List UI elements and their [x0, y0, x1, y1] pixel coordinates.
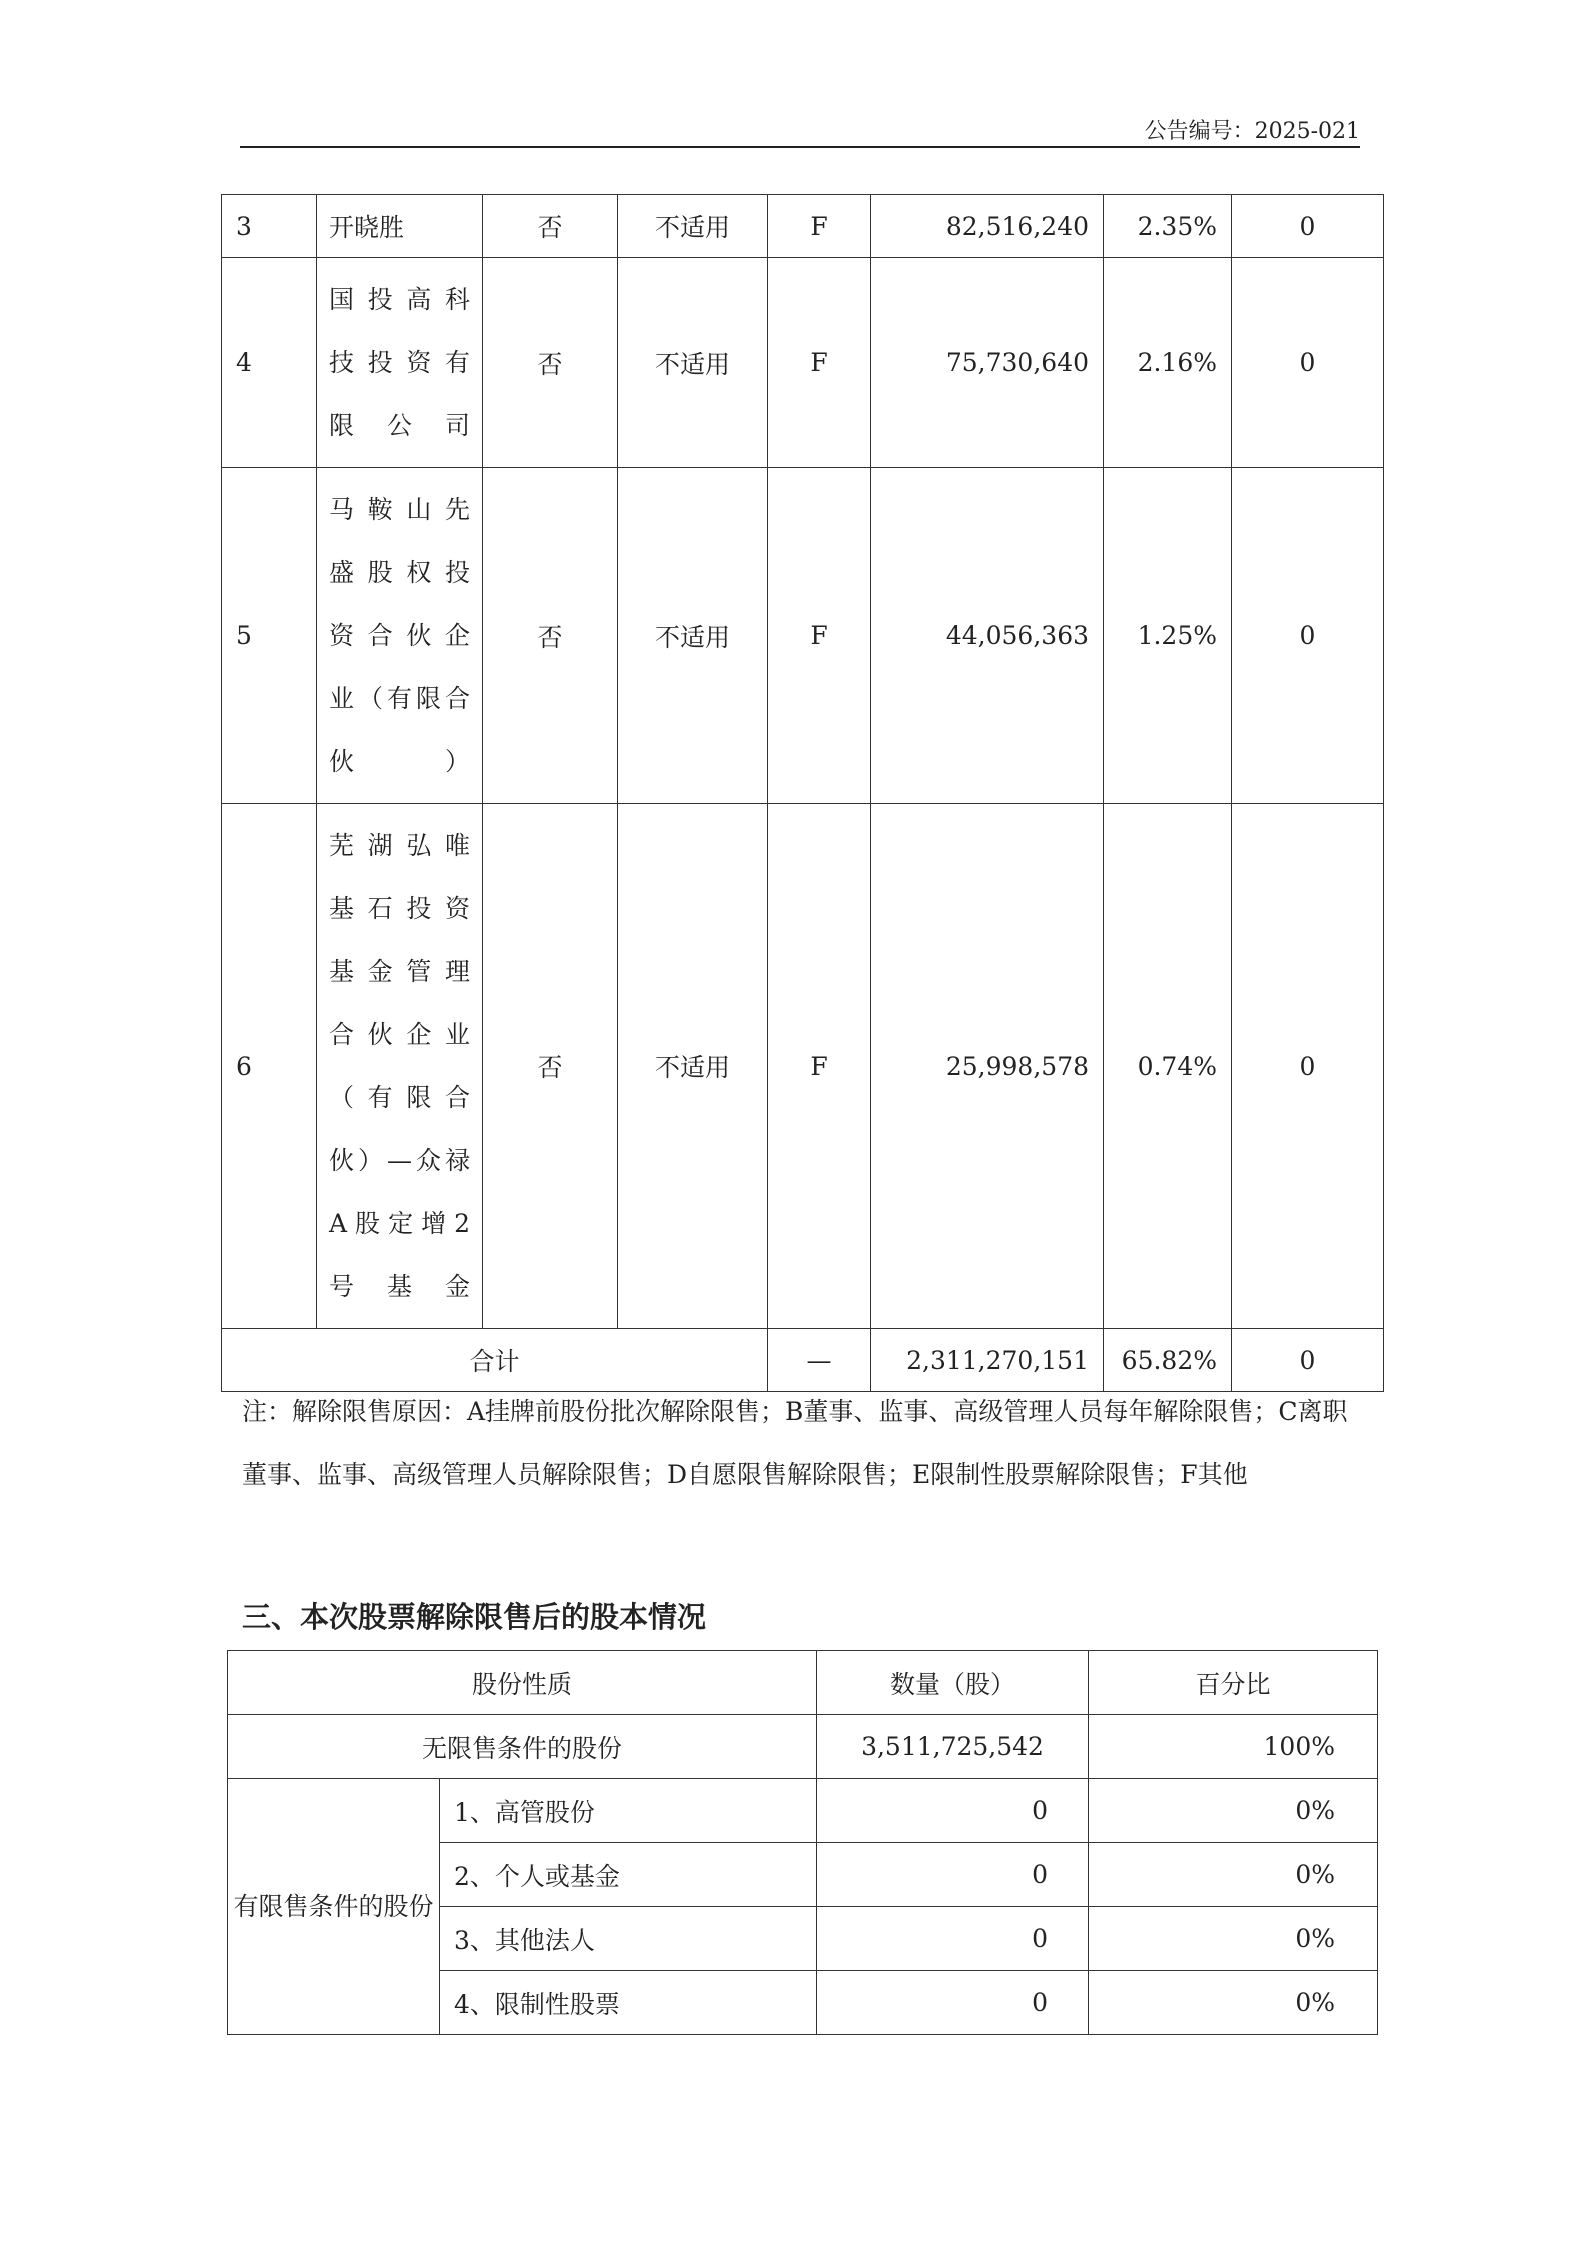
announcement-code: 公告编号：2025-021: [1144, 119, 1360, 144]
row-number: 5: [222, 468, 317, 804]
restricted-label: 4、限制性股票: [440, 1971, 817, 2035]
header-percent: 百分比: [1089, 1651, 1378, 1715]
restricted-qty: 0: [817, 1907, 1089, 1971]
restricted-pct: 0%: [1089, 1843, 1378, 1907]
table-row: [222, 804, 1384, 1329]
unrestricted-label: 无限售条件的股份: [228, 1715, 817, 1779]
total-percent: 65.82%: [1104, 1329, 1232, 1392]
share-capital-table: [227, 1650, 1378, 2035]
col3-value: 否: [483, 258, 618, 468]
col3-value: 否: [483, 468, 618, 804]
share-percent: 0.74%: [1104, 804, 1232, 1329]
total-reason: —: [768, 1329, 871, 1392]
reason-code: F: [768, 804, 871, 1329]
row-number: 3: [222, 195, 317, 258]
unrestricted-qty: 3,511,725,542: [817, 1715, 1089, 1779]
col4-value: 不适用: [618, 804, 768, 1329]
release-shareholders-table: [221, 194, 1384, 1392]
col4-value: 不适用: [618, 468, 768, 804]
restricted-pct: 0%: [1089, 1971, 1378, 2035]
holder-name: 国投高科 技投资有 限公司: [317, 258, 483, 468]
reason-code: F: [768, 258, 871, 468]
table-row: [222, 468, 1384, 804]
total-last: 0: [1232, 1329, 1384, 1392]
reason-code: F: [768, 195, 871, 258]
restricted-group-label: 有限售条件的股份: [228, 1779, 440, 2035]
share-percent: 1.25%: [1104, 468, 1232, 804]
table-row: [228, 1779, 1378, 1843]
col4-value: 不适用: [618, 258, 768, 468]
restricted-qty: 0: [817, 1779, 1089, 1843]
holder-name: 开晓胜: [317, 195, 483, 258]
row-number: 4: [222, 258, 317, 468]
share-count: 25,998,578: [871, 804, 1104, 1329]
holder-name: 芜湖弘唯 基石投资 基金管理 合伙企业 （有限合 伙）—众禄 A股定增2 号基金: [317, 804, 483, 1329]
col3-value: 否: [483, 195, 618, 258]
restricted-pct: 0%: [1089, 1907, 1378, 1971]
share-count: 82,516,240: [871, 195, 1104, 258]
total-label: 合计: [222, 1329, 768, 1392]
release-reason-note: 注：解除限售原因：A挂牌前股份批次解除限售；B董事、监事、高级管理人员每年解除限售；C离职董事、监事、高级管理人员解除限售；D自愿限售解除限售；E限制性股票解除限售；F其他: [242, 1397, 1348, 1489]
reason-code: F: [768, 468, 871, 804]
share-percent: 2.35%: [1104, 195, 1232, 258]
last-value: 0: [1232, 804, 1384, 1329]
table-header-row: [228, 1651, 1378, 1715]
header-quantity: 数量（股）: [817, 1651, 1089, 1715]
restricted-qty: 0: [817, 1971, 1089, 2035]
table-row: [222, 195, 1384, 258]
last-value: 0: [1232, 468, 1384, 804]
header-nature: 股份性质: [228, 1651, 817, 1715]
unrestricted-pct: 100%: [1089, 1715, 1378, 1779]
restricted-qty: 0: [817, 1843, 1089, 1907]
share-percent: 2.16%: [1104, 258, 1232, 468]
restricted-label: 2、个人或基金: [440, 1843, 817, 1907]
holder-name: 马鞍山先 盛股权投 资合伙企 业（有限合 伙）: [317, 468, 483, 804]
share-count: 75,730,640: [871, 258, 1104, 468]
header-rule: [240, 146, 1360, 148]
restricted-pct: 0%: [1089, 1779, 1378, 1843]
restricted-label: 1、高管股份: [440, 1779, 817, 1843]
table-row: [228, 1715, 1378, 1779]
col4-value: 不适用: [618, 195, 768, 258]
last-value: 0: [1232, 258, 1384, 468]
row-number: 6: [222, 804, 317, 1329]
col3-value: 否: [483, 804, 618, 1329]
section-title: 三、本次股票解除限售后的股本情况: [242, 1600, 707, 1634]
total-shares: 2,311,270,151: [871, 1329, 1104, 1392]
last-value: 0: [1232, 195, 1384, 258]
restricted-label: 3、其他法人: [440, 1907, 817, 1971]
share-count: 44,056,363: [871, 468, 1104, 804]
table-row: [222, 258, 1384, 468]
